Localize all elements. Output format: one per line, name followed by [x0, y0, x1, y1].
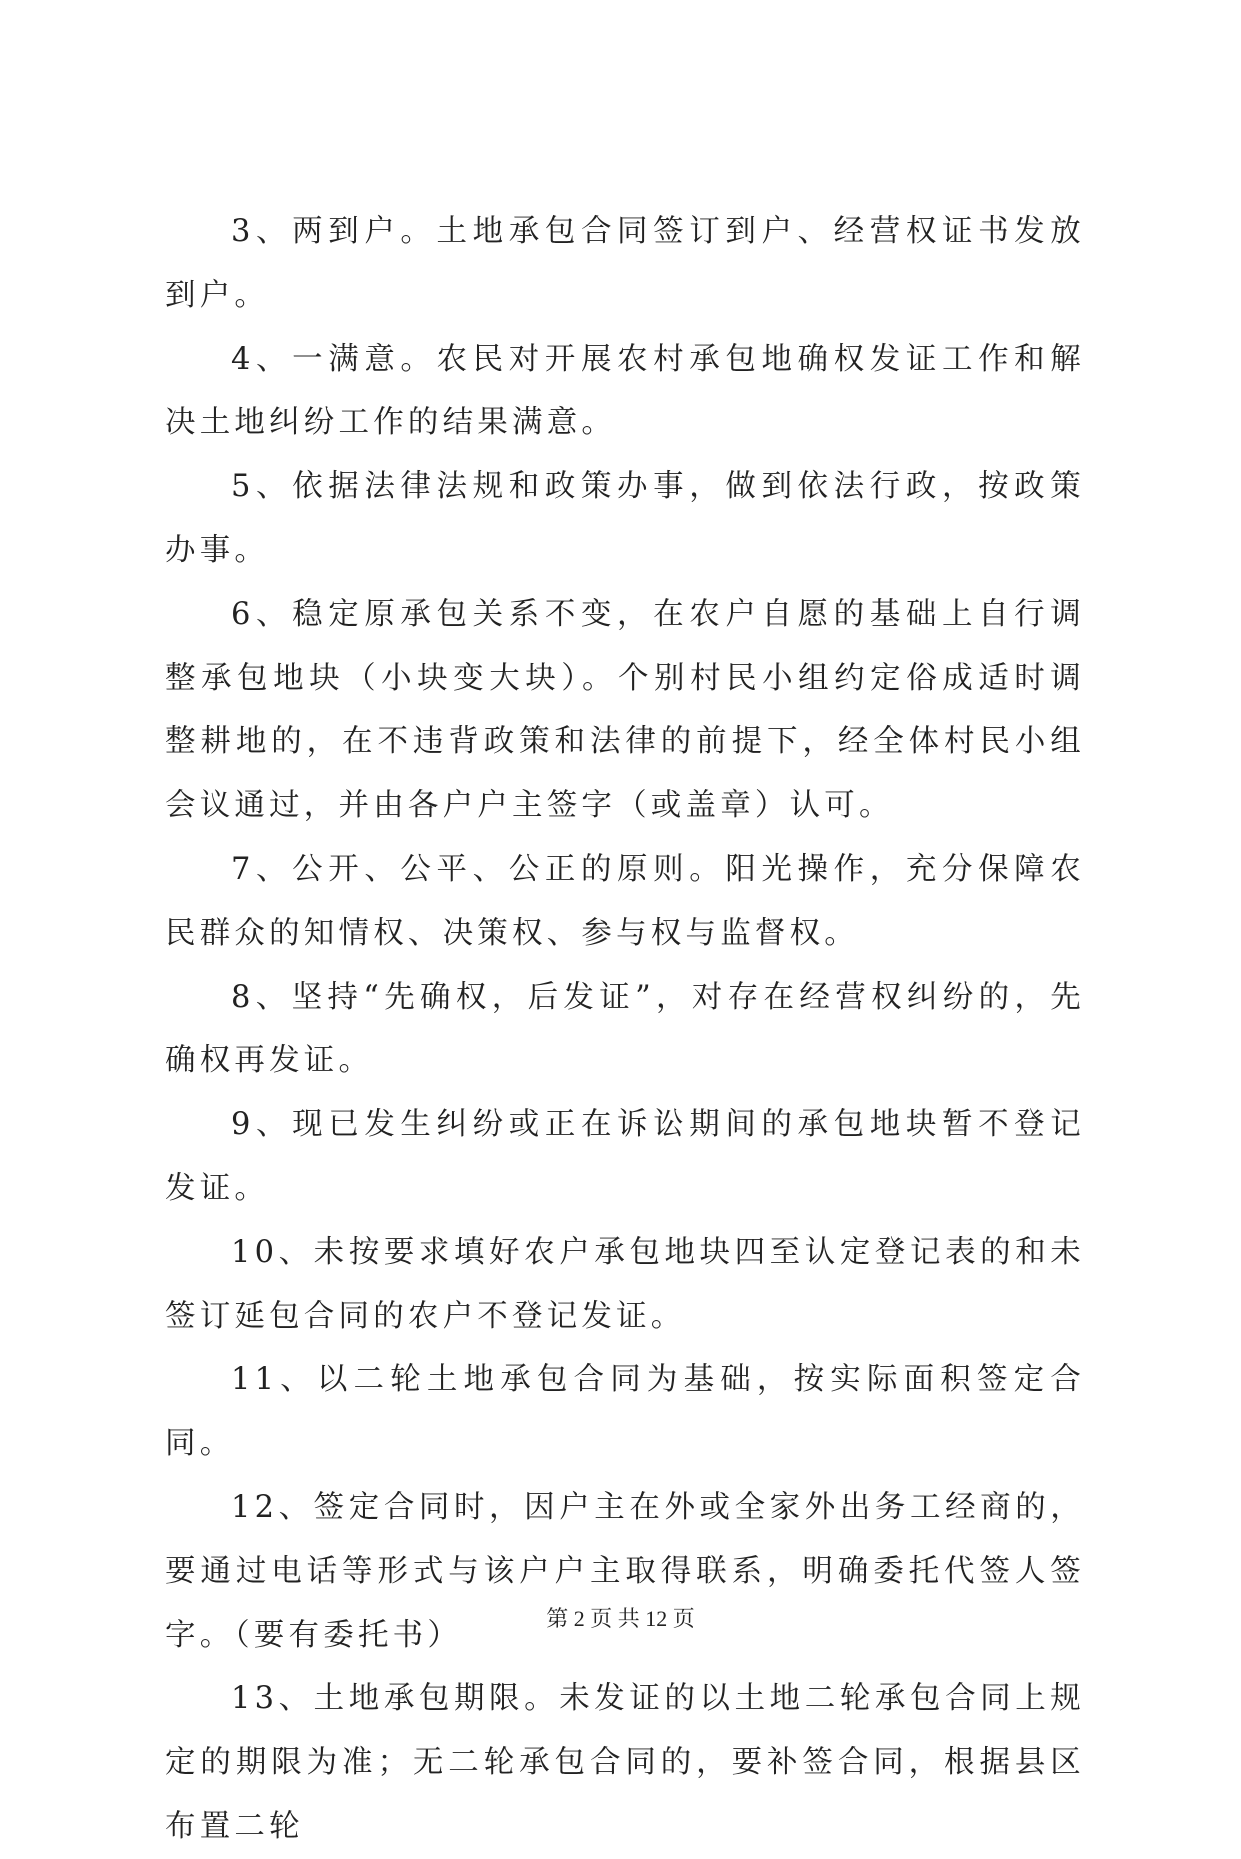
paragraph-12: 12、签定合同时，因户主在外或全家外出务工经商的，要通过电话等形式与该户户主取得联系，明确委托代签人签字。（要有委托书）: [165, 1489, 1085, 1653]
paragraph-7: 7、公开、公平、公正的原则。阳光操作，充分保障农民群众的知情权、决策权、参与权与监督权。: [165, 851, 1085, 951]
paragraph-13: 13、土地承包期限。未发证的以土地二轮承包合同上规定的期限为准；无二轮承包合同的，要补签合同，根据县区布置二轮: [165, 1681, 1085, 1844]
paragraph-9: 9、现已发生纠纷或正在诉讼期间的承包地块暂不登记发证。: [165, 1107, 1085, 1206]
paragraph-8: 8、坚持“先确权，后发证”，对存在经营权纠纷的，先确权再发证。: [165, 979, 1085, 1079]
paragraph-5: 5、依据法律法规和政策办事，做到依法行政，按政策办事。: [165, 469, 1085, 568]
paragraph-4: 4、一满意。农民对开展农村承包地确权发证工作和解决土地纠纷工作的结果满意。: [165, 341, 1085, 441]
paragraph-10: 10、未按要求填好农户承包地块四至认定登记表的和未签订延包合同的农户不登记发证。: [165, 1234, 1085, 1334]
page-footer: 第 2 页 共 12 页: [546, 1606, 695, 1631]
paragraph-11: 11、以二轮土地承包合同为基础，按实际面积签定合同。: [165, 1362, 1085, 1462]
paragraph-6: 6、稳定原承包关系不变，在农户自愿的基础上自行调整承包地块（小块变大块）。个别村民小组约定俗成适时调整耕地的，在不违背政策和法律的前提下，经全体村民小组会议通过，并由各户户主签字（或盖章）认可。: [165, 596, 1085, 824]
paragraph-3: 3、两到户。土地承包合同签订到户、经营权证书发放到户。: [165, 214, 1085, 313]
